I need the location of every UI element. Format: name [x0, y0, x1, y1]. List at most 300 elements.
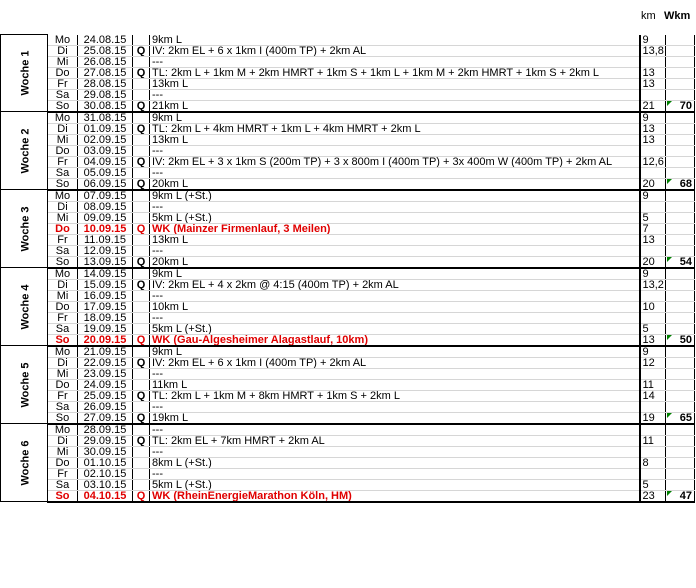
weekly-total-cell [666, 446, 695, 457]
km-cell [640, 424, 666, 436]
weekday-cell: Fr [48, 78, 78, 89]
workout-description-cell: --- [150, 446, 640, 457]
quality-marker-cell [133, 134, 150, 145]
weekly-total-cell [666, 212, 695, 223]
weekly-total-cell [666, 323, 695, 334]
quality-marker-cell [133, 457, 150, 468]
km-cell: 9 [640, 35, 666, 46]
quality-marker-cell: Q [133, 156, 150, 167]
km-cell: 13 [640, 234, 666, 245]
workout-description-cell: 9km L [150, 112, 640, 124]
weekday-cell: Mo [48, 424, 78, 436]
day-row [1, 446, 695, 457]
date-cell: 27.08.15 [78, 67, 133, 78]
quality-marker-cell: Q [133, 45, 150, 56]
day-row [1, 368, 695, 379]
weekly-total-cell [666, 167, 695, 178]
weekly-total-cell [666, 223, 695, 234]
weekday-cell: Sa [48, 401, 78, 412]
km-cell: 12,6 [640, 156, 666, 167]
week-label: Woche 3 [19, 205, 32, 252]
workout-description-cell: 21km L [150, 100, 640, 112]
km-cell: 13 [640, 67, 666, 78]
weekday-cell: Mo [48, 35, 78, 46]
quality-marker-cell [133, 468, 150, 479]
workout-description-cell: 13km L [150, 78, 640, 89]
km-cell: 13 [640, 78, 666, 89]
quality-marker-cell: Q [133, 100, 150, 112]
weekday-cell: Do [48, 379, 78, 390]
day-row [1, 167, 695, 178]
date-cell: 13.09.15 [78, 256, 133, 268]
date-cell: 09.09.15 [78, 212, 133, 223]
date-cell: 18.09.15 [78, 312, 133, 323]
weekday-cell: Sa [48, 479, 78, 490]
comment-indicator-icon [667, 335, 672, 340]
day-row [1, 67, 695, 78]
weekly-total-cell [666, 379, 695, 390]
weekly-total-cell [666, 301, 695, 312]
km-cell: 12 [640, 357, 666, 368]
day-row [1, 479, 695, 490]
weekly-km-column-header: Wkm [664, 10, 691, 22]
week-label-cell [1, 112, 48, 190]
quality-marker-cell: Q [133, 178, 150, 190]
date-cell: 24.08.15 [78, 35, 133, 46]
day-row [1, 323, 695, 334]
week-label-cell [1, 190, 48, 268]
km-cell: 13,8 [640, 45, 666, 56]
weekday-cell: Di [48, 201, 78, 212]
km-cell: 20 [640, 256, 666, 268]
day-row [1, 435, 695, 446]
km-cell [640, 56, 666, 67]
day-row [1, 178, 695, 190]
workout-description-cell: --- [150, 89, 640, 100]
weekly-total-cell [666, 178, 695, 190]
date-cell: 19.09.15 [78, 323, 133, 334]
date-cell: 24.09.15 [78, 379, 133, 390]
weekday-cell: Mi [48, 368, 78, 379]
day-row [1, 134, 695, 145]
quality-marker-cell: Q [133, 223, 150, 234]
date-cell: 17.09.15 [78, 301, 133, 312]
km-cell: 13 [640, 134, 666, 145]
quality-marker-cell [133, 323, 150, 334]
weekday-cell: Di [48, 357, 78, 368]
workout-description-cell: --- [150, 201, 640, 212]
date-cell: 08.09.15 [78, 201, 133, 212]
km-cell [640, 290, 666, 301]
day-row [1, 401, 695, 412]
quality-marker-cell [133, 401, 150, 412]
weekday-cell: Mo [48, 346, 78, 358]
day-row [1, 35, 695, 46]
km-cell [640, 368, 666, 379]
km-cell: 13 [640, 123, 666, 134]
day-row [1, 290, 695, 301]
weekly-total-cell [666, 234, 695, 245]
quality-marker-cell: Q [133, 279, 150, 290]
weekly-total-cell [666, 334, 695, 346]
training-plan-table [0, 34, 695, 503]
workout-description-cell: 10km L [150, 301, 640, 312]
weekly-total-cell [666, 268, 695, 280]
day-row [1, 312, 695, 323]
weekly-total-cell [666, 390, 695, 401]
weekly-total-cell [666, 357, 695, 368]
quality-marker-cell [133, 112, 150, 124]
workout-description-cell: --- [150, 368, 640, 379]
date-cell: 26.08.15 [78, 56, 133, 67]
km-cell [640, 89, 666, 100]
date-cell: 29.09.15 [78, 435, 133, 446]
weekly-total-value: 68 [679, 178, 692, 190]
date-cell: 12.09.15 [78, 245, 133, 256]
date-cell: 07.09.15 [78, 190, 133, 202]
date-cell: 14.09.15 [78, 268, 133, 280]
workout-description-cell: 11km L [150, 379, 640, 390]
quality-marker-cell [133, 446, 150, 457]
date-cell: 23.09.15 [78, 368, 133, 379]
workout-description-cell: TL: 2km L + 1km M + 2km HMRT + 1km S + 1km L + 1km M + 2km HMRT + 1km S + 2km L [150, 67, 640, 78]
date-cell: 21.09.15 [78, 346, 133, 358]
weekly-total-cell [666, 368, 695, 379]
date-cell: 05.09.15 [78, 167, 133, 178]
day-row [1, 245, 695, 256]
workout-description-cell: 20km L [150, 256, 640, 268]
training-plan-body [1, 35, 695, 502]
km-cell: 9 [640, 112, 666, 124]
weekly-total-cell [666, 256, 695, 268]
weekday-cell: Fr [48, 312, 78, 323]
day-row [1, 412, 695, 424]
quality-marker-cell [133, 89, 150, 100]
workout-description-cell: WK (Mainzer Firmenlauf, 3 Meilen) [150, 223, 640, 234]
workout-description-cell: 5km L (+St.) [150, 323, 640, 334]
workout-description-cell: WK (Gau-Algesheimer Alagastlauf, 10km) [150, 334, 640, 346]
weekday-cell: Mi [48, 212, 78, 223]
km-cell: 11 [640, 379, 666, 390]
weekday-cell: Fr [48, 156, 78, 167]
week-label: Woche 1 [19, 50, 32, 96]
quality-marker-cell: Q [133, 256, 150, 268]
quality-marker-cell [133, 234, 150, 245]
km-cell: 5 [640, 323, 666, 334]
date-cell: 06.09.15 [78, 178, 133, 190]
day-row [1, 346, 695, 358]
quality-marker-cell [133, 245, 150, 256]
weekly-total-cell [666, 490, 695, 502]
comment-indicator-icon [667, 413, 672, 418]
workout-description-cell: 20km L [150, 178, 640, 190]
km-cell: 8 [640, 457, 666, 468]
day-row [1, 279, 695, 290]
km-column-header: km [641, 10, 656, 22]
week-label-cell [1, 424, 48, 502]
weekly-total-cell [666, 35, 695, 46]
day-row [1, 234, 695, 245]
quality-marker-cell [133, 379, 150, 390]
quality-marker-cell [133, 346, 150, 358]
km-cell: 7 [640, 223, 666, 234]
workout-description-cell: IV: 2km EL + 3 x 1km S (200m TP) + 3 x 800m I (400m TP) + 3x 400m W (400m TP) + 2km AL [150, 156, 640, 167]
date-cell: 29.08.15 [78, 89, 133, 100]
workout-description-cell: --- [150, 290, 640, 301]
weekday-cell: So [48, 412, 78, 424]
day-row [1, 212, 695, 223]
km-cell: 20 [640, 178, 666, 190]
quality-marker-cell [133, 167, 150, 178]
quality-marker-cell [133, 190, 150, 202]
quality-marker-cell: Q [133, 490, 150, 502]
quality-marker-cell [133, 56, 150, 67]
week-label-cell [1, 268, 48, 346]
km-cell: 9 [640, 268, 666, 280]
weekday-cell: So [48, 100, 78, 112]
weekly-total-cell [666, 112, 695, 124]
weekly-total-cell [666, 435, 695, 446]
workout-description-cell: --- [150, 468, 640, 479]
date-cell: 25.09.15 [78, 390, 133, 401]
comment-indicator-icon [667, 257, 672, 262]
workout-description-cell: 9km L [150, 346, 640, 358]
day-row [1, 334, 695, 346]
quality-marker-cell: Q [133, 390, 150, 401]
day-row [1, 201, 695, 212]
km-cell [640, 145, 666, 156]
date-cell: 11.09.15 [78, 234, 133, 245]
weekday-cell: Sa [48, 245, 78, 256]
workout-description-cell: 8km L (+St.) [150, 457, 640, 468]
quality-marker-cell: Q [133, 357, 150, 368]
weekly-total-cell [666, 279, 695, 290]
day-row [1, 379, 695, 390]
weekday-cell: Mo [48, 190, 78, 202]
weekday-cell: Do [48, 223, 78, 234]
weekday-cell: So [48, 490, 78, 502]
km-cell: 19 [640, 412, 666, 424]
week-label: Woche 5 [19, 361, 32, 408]
weekday-cell: Di [48, 45, 78, 56]
workout-description-cell: 13km L [150, 234, 640, 245]
workout-description-cell: 9km L [150, 35, 640, 46]
weekday-cell: Di [48, 435, 78, 446]
weekday-cell: Sa [48, 89, 78, 100]
km-cell: 23 [640, 490, 666, 502]
date-cell: 02.09.15 [78, 134, 133, 145]
date-cell: 31.08.15 [78, 112, 133, 124]
date-cell: 01.09.15 [78, 123, 133, 134]
km-cell: 5 [640, 212, 666, 223]
weekday-cell: Di [48, 279, 78, 290]
date-cell: 03.10.15 [78, 479, 133, 490]
weekly-total-cell [666, 67, 695, 78]
date-cell: 30.08.15 [78, 100, 133, 112]
km-cell [640, 468, 666, 479]
weekly-total-value: 50 [679, 334, 692, 346]
weekly-total-value: 65 [679, 412, 692, 424]
day-row [1, 190, 695, 202]
workout-description-cell: TL: 2km EL + 7km HMRT + 2km AL [150, 435, 640, 446]
weekday-cell: So [48, 256, 78, 268]
day-row [1, 56, 695, 67]
workout-description-cell: --- [150, 145, 640, 156]
week-label: Woche 2 [19, 127, 32, 174]
week-label: Woche 6 [19, 439, 32, 486]
weekly-total-cell [666, 412, 695, 424]
day-row [1, 357, 695, 368]
date-cell: 28.08.15 [78, 78, 133, 89]
quality-marker-cell [133, 145, 150, 156]
workout-description-cell: 9km L (+St.) [150, 190, 640, 202]
date-cell: 04.10.15 [78, 490, 133, 502]
weekly-total-cell [666, 457, 695, 468]
day-row [1, 223, 695, 234]
quality-marker-cell [133, 212, 150, 223]
weekly-total-value: 47 [679, 490, 692, 502]
day-row [1, 123, 695, 134]
weekday-cell: Mi [48, 56, 78, 67]
weekly-total-cell [666, 78, 695, 89]
workout-description-cell: --- [150, 401, 640, 412]
km-cell: 13,2 [640, 279, 666, 290]
weekly-total-cell [666, 89, 695, 100]
km-cell: 9 [640, 346, 666, 358]
workout-description-cell: 13km L [150, 134, 640, 145]
weekly-total-cell [666, 312, 695, 323]
day-row [1, 45, 695, 56]
weekly-total-cell [666, 290, 695, 301]
weekly-total-cell [666, 424, 695, 436]
day-row [1, 256, 695, 268]
workout-description-cell: --- [150, 245, 640, 256]
km-cell [640, 167, 666, 178]
date-cell: 26.09.15 [78, 401, 133, 412]
weekly-total-cell [666, 201, 695, 212]
weekday-cell: Do [48, 145, 78, 156]
weekly-total-cell [666, 123, 695, 134]
comment-indicator-icon [667, 491, 672, 496]
workout-description-cell: --- [150, 167, 640, 178]
quality-marker-cell: Q [133, 67, 150, 78]
km-cell: 14 [640, 390, 666, 401]
workout-description-cell: --- [150, 312, 640, 323]
day-row [1, 301, 695, 312]
quality-marker-cell [133, 290, 150, 301]
km-cell [640, 446, 666, 457]
date-cell: 22.09.15 [78, 357, 133, 368]
km-cell: 21 [640, 100, 666, 112]
km-cell: 10 [640, 301, 666, 312]
quality-marker-cell: Q [133, 123, 150, 134]
weekday-cell: Mi [48, 446, 78, 457]
date-cell: 27.09.15 [78, 412, 133, 424]
weekday-cell: Sa [48, 323, 78, 334]
km-cell: 11 [640, 435, 666, 446]
date-cell: 01.10.15 [78, 457, 133, 468]
km-cell: 5 [640, 479, 666, 490]
weekly-total-cell [666, 45, 695, 56]
weekday-cell: Fr [48, 390, 78, 401]
week-label: Woche 4 [19, 283, 32, 330]
weekday-cell: Do [48, 67, 78, 78]
workout-description-cell: 5km L (+St.) [150, 212, 640, 223]
km-cell: 9 [640, 190, 666, 202]
quality-marker-cell [133, 312, 150, 323]
workout-description-cell: WK (RheinEnergieMarathon Köln, HM) [150, 490, 640, 502]
workout-description-cell: TL: 2km L + 1km M + 8km HMRT + 1km S + 2km L [150, 390, 640, 401]
day-row [1, 100, 695, 112]
quality-marker-cell [133, 479, 150, 490]
day-row [1, 145, 695, 156]
day-row [1, 424, 695, 436]
date-cell: 15.09.15 [78, 279, 133, 290]
day-row [1, 268, 695, 280]
date-cell: 02.10.15 [78, 468, 133, 479]
weekly-total-cell [666, 156, 695, 167]
date-cell: 10.09.15 [78, 223, 133, 234]
comment-indicator-icon [667, 101, 672, 106]
weekly-total-value: 70 [679, 100, 692, 112]
date-cell: 20.09.15 [78, 334, 133, 346]
weekday-cell: Sa [48, 167, 78, 178]
day-row [1, 78, 695, 89]
weekly-total-cell [666, 401, 695, 412]
quality-marker-cell [133, 301, 150, 312]
workout-description-cell: 5km L (+St.) [150, 479, 640, 490]
workout-description-cell: IV: 2km EL + 6 x 1km I (400m TP) + 2km AL [150, 45, 640, 56]
weekday-cell: So [48, 334, 78, 346]
workout-description-cell: --- [150, 56, 640, 67]
comment-indicator-icon [667, 179, 672, 184]
quality-marker-cell: Q [133, 412, 150, 424]
date-cell: 16.09.15 [78, 290, 133, 301]
weekday-cell: Mo [48, 112, 78, 124]
day-row [1, 156, 695, 167]
weekday-cell: Di [48, 123, 78, 134]
km-cell [640, 201, 666, 212]
weekly-total-cell [666, 346, 695, 358]
weekly-total-cell [666, 145, 695, 156]
km-cell [640, 312, 666, 323]
weekly-total-value: 54 [679, 256, 692, 268]
km-cell [640, 401, 666, 412]
weekday-cell: So [48, 178, 78, 190]
weekday-cell: Do [48, 301, 78, 312]
workout-description-cell: IV: 2km EL + 6 x 1km I (400m TP) + 2km AL [150, 357, 640, 368]
date-cell: 25.08.15 [78, 45, 133, 56]
date-cell: 28.09.15 [78, 424, 133, 436]
weekly-total-cell [666, 479, 695, 490]
quality-marker-cell [133, 35, 150, 46]
day-row [1, 390, 695, 401]
km-cell: 13 [640, 334, 666, 346]
date-cell: 03.09.15 [78, 145, 133, 156]
weekly-total-cell [666, 190, 695, 202]
quality-marker-cell [133, 201, 150, 212]
weekday-cell: Fr [48, 234, 78, 245]
week-label-cell [1, 35, 48, 112]
workout-description-cell: IV: 2km EL + 4 x 2km @ 4:15 (400m TP) + 2km AL [150, 279, 640, 290]
date-cell: 04.09.15 [78, 156, 133, 167]
date-cell: 30.09.15 [78, 446, 133, 457]
day-row [1, 112, 695, 124]
quality-marker-cell [133, 78, 150, 89]
workout-description-cell: 19km L [150, 412, 640, 424]
quality-marker-cell: Q [133, 435, 150, 446]
workout-description-cell: --- [150, 424, 640, 436]
